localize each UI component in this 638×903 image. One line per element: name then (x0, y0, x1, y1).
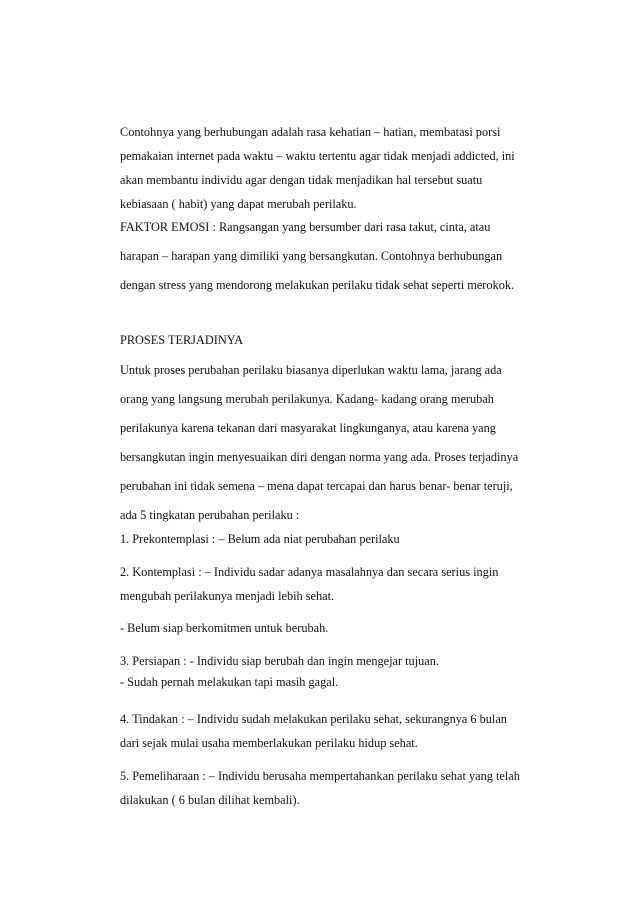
text-line: 5. Pemeliharaan : – Individu berusaha mempertahankan perilaku sehat yang telah (120, 769, 520, 783)
list-item-kontemplasi (120, 560, 550, 608)
text-line: Untuk proses perubahan perilaku biasanya diperlukan waktu lama, jarang ada (120, 363, 502, 377)
list-item-tindakan (120, 707, 550, 755)
text-line: 2. Kontemplasi : – Individu sadar adanya masalahnya dan secara serius ingin (120, 565, 499, 579)
text-line: ada 5 tingkatan perubahan perilaku : (120, 508, 300, 522)
heading-text: PROSES TERJADINYA (120, 333, 244, 347)
list-item-pemeliharaan (120, 764, 550, 812)
text-line: pemakaian internet pada waktu – waktu tertentu agar tidak menjadi addicted, ini (120, 149, 515, 163)
text-line: - Belum siap berkomitmen untuk berubah. (120, 621, 329, 635)
section-heading-proses (120, 330, 550, 350)
paragraph-contoh-habit (120, 120, 550, 216)
text-line: akan membantu individu agar dengan tidak menjadikan hal tersebut suatu (120, 173, 483, 187)
text-line: dari sejak mulai usaha memberlakukan perilaku hidup sehat. (120, 736, 418, 750)
list-item-belum-siap (120, 618, 550, 638)
text-line: 3. Persiapan : - Individu siap berubah dan ingin mengejar tujuan. (120, 654, 439, 668)
text-line: - Sudah pernah melakukan tapi masih gagal. (120, 675, 339, 689)
text-line: perilakunya karena tekanan dari masyarakat lingkunganya, atau karena yang (120, 421, 496, 435)
list-item-prekontemplasi (120, 529, 550, 549)
text-line: kebiasaan ( habit) yang dapat merubah perilaku. (120, 197, 357, 211)
text-line: Contohnya yang berhubungan adalah rasa kehatian – hatian, membatasi porsi (120, 125, 501, 139)
text-line: dilakukan ( 6 bulan dilihat kembali). (120, 793, 300, 807)
text-line: dengan stress yang mendorong melakukan perilaku tidak sehat seperti merokok. (120, 278, 515, 292)
text-line: FAKTOR EMOSI : Rangsangan yang bersumber dari rasa takut, cinta, atau (120, 220, 491, 234)
paragraph-untuk-proses (120, 356, 550, 530)
list-item-persiapan (120, 650, 550, 692)
text-line: harapan – harapan yang dimiliki yang bersangkutan. Contohnya berhubungan (120, 249, 503, 263)
text-line: 1. Prekontemplasi : – Belum ada niat perubahan perilaku (120, 532, 400, 546)
text-line: bersangkutan ingin menyesuaikan diri dengan norma yang ada. Proses terjadinya (120, 450, 519, 464)
text-line: 4. Tindakan : – Individu sudah melakukan perilaku sehat, sekurangnya 6 bulan (120, 712, 507, 726)
text-line: orang yang langsung merubah perilakunya. Kadang- kadang orang merubah (120, 392, 494, 406)
text-line: mengubah perilakunya menjadi lebih sehat. (120, 589, 335, 603)
paragraph-faktor-emosi (120, 213, 550, 300)
text-line: perubahan ini tidak semena – mena dapat tercapai dan harus benar- benar teruji, (120, 479, 513, 493)
